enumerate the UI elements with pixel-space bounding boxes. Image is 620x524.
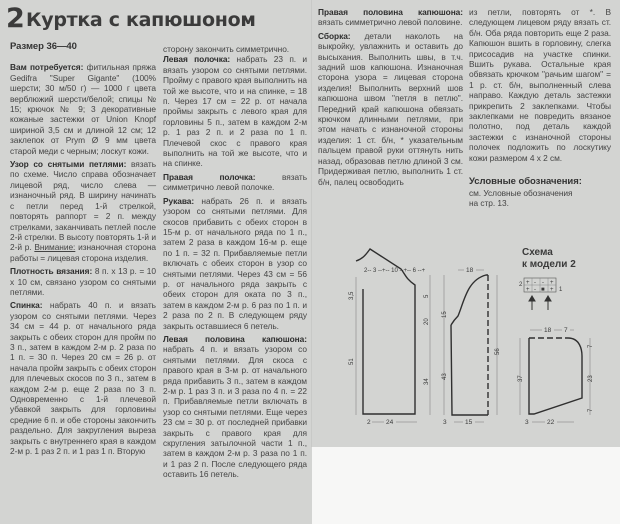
front-schematic <box>442 266 501 426</box>
pattern-label: Узор со снятыми петлями: <box>10 159 127 170</box>
model-number: 2 <box>6 3 24 34</box>
pattern-diagram <box>312 240 617 447</box>
arrow-icon <box>529 296 535 310</box>
back-left-dim: 51 <box>349 358 355 365</box>
back-continuation: сторону закончить симметрично. <box>163 44 290 54</box>
pattern-section <box>10 159 156 263</box>
back-right-top-dim: 5 <box>424 294 430 298</box>
back-schematic <box>349 249 430 426</box>
assembly-continuation: из петли, повторять от *. В следующем лицевом ряду вязать ст. б/н. Оба ряда повторить еще 2 раза. Капюшон вшить в горловину, слегка присосадив на участке спинки. Вшить рукава. Остальные края обвязать крючком "рачьим шагом" = 1 р. ст. б/н, выполненный слева направо. Каждую деталь застежки прикрепить 2 заклепками. Чтобы заклепками не повредить вязаное полотно, под деталь каждой застежки с изнаночной стороны полочек подложить по лоскутику кожи размером 4 х 2 см. <box>469 7 611 163</box>
hood-right-bottom-dim: 7 <box>588 408 594 412</box>
assembly-label: Сборка: <box>318 30 351 41</box>
left-front-label: Левая полочка: <box>163 54 231 65</box>
hood-top-left-dim: 18 <box>544 327 552 334</box>
back-right-mid-dim: 20 <box>424 318 430 325</box>
left-hood-text: набрать 4 п. и вязать узором со снятыми петлями. Для скоса с правого края в 3-м р. от начального ряда прибавить 3 п., затем в каждом 2-м р. 1 раз 3 п. и 3 раза по 4 п. = 22 п. Прибавляемые петли включать в узор со снятыми петлями. Еще через 23 см = 30 р. от последней прибавки закрыть с правого края для скругления затылочной части 1 п., затем в каждом 2-м р. 3 раза по 1 п. и 1 раз 2 п. После следующего ряда оставить 16 петель. <box>163 344 307 480</box>
left-hood-section <box>163 334 307 480</box>
attention-label: Внимание: <box>34 242 76 253</box>
front-bottom-dim: 15 <box>465 419 473 426</box>
chart-cell: + <box>526 280 530 286</box>
front-left-top-dim: 15 <box>442 311 448 318</box>
right-hood-section <box>318 7 463 28</box>
column-2 <box>163 44 307 483</box>
materials-label: Вам потребуется: <box>10 62 84 73</box>
materials-text: фитильная пряжа Gedifra "Super Gigante" (100% шерсти; 30 м/50 г) — 1000 г цвета верблюжий шерсти/белой; спицы № 15; крючок № 9; 3 декоративные кожаные застежки от Union Knopf шириной 3,5 см и длиной 12 см; 12 заклепок от Prym Ø 9 мм цвета старой меди с черным; лоскут кожи. <box>10 62 156 156</box>
chart-cell: - <box>534 280 536 286</box>
sleeves-label: Рукава: <box>163 195 195 206</box>
chart-cell: ■ <box>541 287 545 293</box>
density-section <box>10 266 156 297</box>
column-3 <box>318 7 463 190</box>
sleeves-section <box>163 196 307 331</box>
legend-label: Условные обозначения: <box>469 176 582 188</box>
hood-left-dim: 37 <box>518 375 524 382</box>
chart-row-right: 1 <box>559 287 563 293</box>
front-right-dim: 56 <box>495 348 501 355</box>
column-4 <box>469 7 611 211</box>
hood-bottom-left-dim: 3 <box>525 419 529 426</box>
back-bottom-left-dim: 2 <box>367 419 371 426</box>
pattern-text: вязать по схеме. Число справа обозначает лицевой ряд, число слева — изнаночный ряд. В ширину начинать с петли перед 1-й стрелкой, повторять раппорт = 2 п. между стрелками, заканчивать петлей после 2-й стрелки. В высоту повторять 1-й и 2-й р. <box>10 159 156 253</box>
density-label: Плотность вязания: <box>10 266 93 277</box>
back-text: набрать 40 п. и вязать узором со снятыми петлями. Через 34 см = 44 р. от начального ряда закрыть с обеих сторон для пройм по 3 п., затем в каждом 2-м р. 2 раза по 1 п. = 30 п. Через 20 см = 26 р. от начала пройм закрыть с обеих сторон для плечевых скосов по 3 п., затем в каждом 2-м р. еще 2 раза по 3 п. Одновременно с 1-й плечевой убавкой закрыть для горловины средние 6 п. и обе стороны закончить раздельно. Для закругления выреза закрыть с внутреннего края в каждом 2-м р. 1 раз 2 п. и 1 раз 1 п. Вторую <box>10 300 156 457</box>
back-label: Спинка: <box>10 300 43 311</box>
chart-cell: + <box>550 287 554 293</box>
front-left-dim: 43 <box>442 373 448 380</box>
left-front-text: набрать 23 п. и вязать узором со снятыми петлями. Пройму с правого края выполнить на той же высоте, что и на спинке, = 18 п. Через 17 см = 22 р. от начала проймы закрыть с левого края для горловины 5 п., затем в каждом 2-м р. 1 раз 2 п. и 2 раза по 1 п. Плечевой скос с правого края выполнить на той же высоте, что и на спинке. <box>163 54 307 169</box>
left-hood-label: Левая половина капюшона: <box>163 333 307 344</box>
back-right-bottom-dim: 34 <box>424 378 430 385</box>
density-text: 8 п. х 13 р. = 10 х 10 см, связано узором со снятыми петлями. <box>10 266 156 297</box>
right-front-label: Правая полочка: <box>163 171 256 182</box>
hood-right-mid-dim: 23 <box>588 375 594 382</box>
back-top-dims: 2-- 3 --+-- 10 --+-- 6 --+ <box>364 268 426 274</box>
back-section <box>10 300 156 456</box>
chart-cell: + <box>550 280 554 286</box>
chart-cell: + <box>526 287 530 293</box>
left-front-section <box>163 54 307 168</box>
column-1 <box>10 42 156 459</box>
chart-cell: - <box>542 280 544 286</box>
model-title: Куртка с капюшоном <box>26 9 256 31</box>
chart-row-left: 2 <box>519 282 523 288</box>
blank-area <box>312 447 620 524</box>
front-bottom-left-dim: 3 <box>443 419 447 426</box>
assembly-text: детали наколоть на выкройку, увлажнить и оставить до высыхания. Выполнить швы, в т.ч. задний шов капюшона. Изнаночная сторона узора = лицевая сторона изделия! Выполнить верхний шов капюшона швом "петля в петлю". Передний край капюшона обвязать крючком длинными петлями, при этом начать с изнаночной стороны изделия: 1 ст. б/н, * указательным пальцем правой руки оттянуть нить назад, образовав петлю длиной 3 см. Придерживая петлю, выполнить 1 ст. б/н, палец освободить <box>318 30 463 187</box>
back-left-top-dim: 3,5 <box>349 291 355 300</box>
right-front-text: вязать симметрично левой полочке. <box>163 171 307 193</box>
right-hood-label: Правая половина капюшона: <box>318 7 463 17</box>
hood-bottom-dim: 22 <box>547 419 555 426</box>
legend-text: см. Условные обозначения на стр. 13. <box>469 187 573 208</box>
back-bottom-dim: 24 <box>386 419 394 426</box>
assembly-section <box>318 31 463 187</box>
chart-cell: - <box>534 287 536 293</box>
arrow-icon <box>545 296 551 310</box>
sleeves-text: набрать 26 п. и вязать узором со снятыми петлями. Для скосов прибавить с обеих сторон в 15-м р. от начального ряда по 1 п., затем 2 раза в каждом 16-м р. еще по 1 п. = 32 п. Прибавляемые петли включать с обеих сторон в узор со снятыми петлями. Через 43 см = 56 р. от начального ряда закрыть с обеих сторон для оката по 3 п., затем в каждом 2-м р. 6 раз по 1 п. и 2 раза по 2 п. В следующем ряду закрыть оставшиеся 6 петель. <box>163 195 307 331</box>
attention-text: изнаночная сторона работы = лицевая сторона изделия. <box>10 242 156 263</box>
right-front-section <box>163 172 307 193</box>
hood-schematic <box>518 326 594 426</box>
materials-section <box>10 62 156 156</box>
diagram-title-line1: Схема <box>522 247 553 258</box>
stitch-chart <box>519 278 563 310</box>
hood-right-top-dim: 7 <box>588 344 594 348</box>
hood-top-right-dim: 7 <box>564 327 568 334</box>
size-label: Размер 36—40 <box>10 41 77 52</box>
right-hood-text: вязать симметрично левой половине. <box>318 17 463 28</box>
page-title <box>6 4 306 34</box>
diagram-title-line2: к модели 2 <box>522 259 576 270</box>
front-top-dim: 18 <box>466 267 474 274</box>
